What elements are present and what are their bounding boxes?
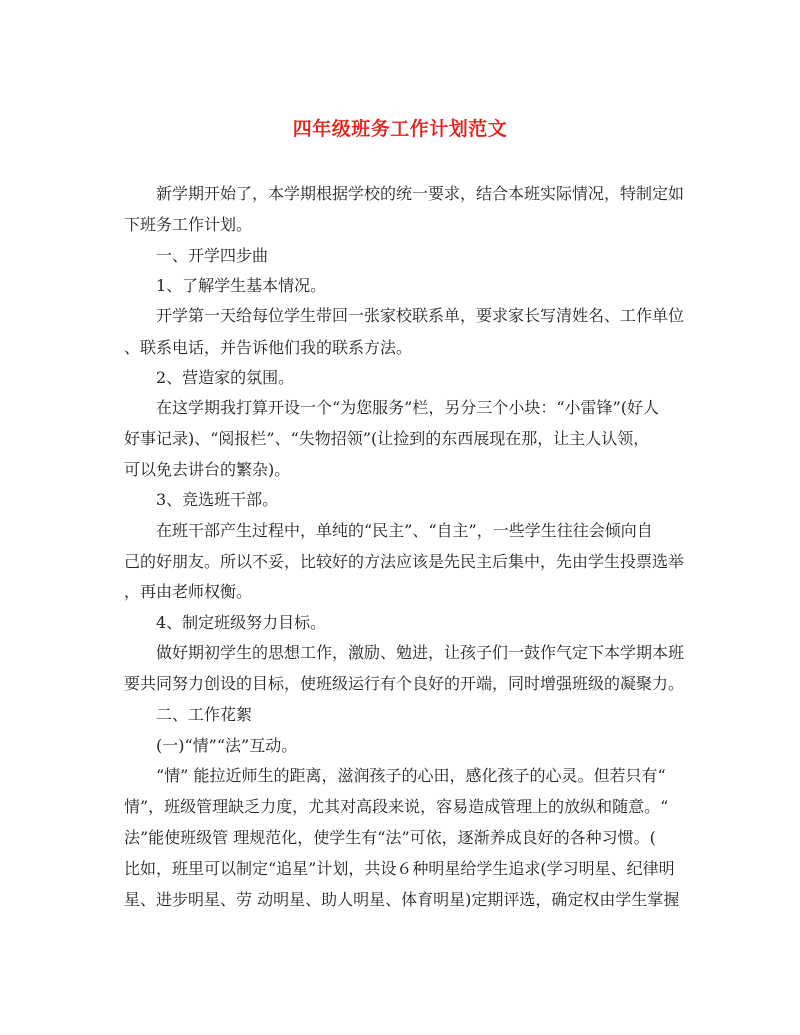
paragraph-line: 要共同努力创设的目标，使班级运行有个良好的开端，同时增强班级的凝聚力。: [124, 674, 685, 693]
paragraph-line: 星、进步明星、劳 动明星、助人明星、体育明星)定期评选，确定权由学生掌握: [124, 890, 680, 909]
paragraph-line: ，再由老师权衡。: [124, 582, 253, 601]
paragraph-line: “情” 能拉近师生的距离，滋润孩子的心田，感化孩子的心灵。但若只有“: [156, 766, 666, 785]
paragraph-line: 做好期初学生的思想工作，激励、勉进，让孩子们一鼓作气定下本学期本班: [156, 643, 685, 662]
subsection-heading: (一)“情”“法”互动。: [156, 736, 298, 755]
paragraph-line: 可以免去讲台的繁杂)。: [124, 460, 291, 479]
paragraph-line: 法”能使班级管 理规范化，使学生有“法”可依，逐渐养成良好的各种习惯。(: [124, 828, 656, 847]
document-title: 四年级班务工作计划范文: [292, 118, 508, 140]
paragraph-line: 己的好朋友。所以不妥，比较好的方法应该是先民主后集中，先由学生投票选举: [124, 552, 685, 571]
subsection-heading: 4、制定班级努力目标。: [156, 613, 327, 632]
section-heading: 二、工作花絮: [156, 705, 253, 724]
section-heading: 一、开学四步曲: [156, 246, 269, 265]
subsection-heading: 2、营造家的氛围。: [156, 368, 295, 387]
paragraph-line: 在这学期我打算开设一个“为您服务”栏，另分三个小块：“小雷锋”(好人: [156, 398, 659, 417]
paragraph-line: 下班务工作计划。: [124, 215, 253, 234]
subsection-heading: 1、了解学生基本情况。: [156, 276, 327, 295]
paragraph-line: 在班干部产生过程中，单纯的“民主”、“自主”，一些学生往往会倾向自: [156, 521, 653, 540]
subsection-heading: 3、竞选班干部。: [156, 490, 279, 509]
paragraph-line: 开学第一天给每位学生带回一张家校联系单，要求家长写清姓名、工作单位: [156, 306, 685, 325]
paragraph-line: 比如，班里可以制定“追星”计划，共设６种明星给学生追求(学习明星、纪律明: [124, 859, 675, 878]
paragraph-line: 新学期开始了，本学期根据学校的统一要求，结合本班实际情况，特制定如: [156, 184, 685, 203]
paragraph-line: 情”，班级管理缺乏力度，尤其对高段来说，容易造成管理上的放纵和随意。“: [124, 797, 669, 816]
paragraph-line: 好事记录)、“阅报栏”、“失物招领”(让捡到的东西展现在那，让主人认领，: [124, 429, 650, 448]
paragraph-line: 、联系电话，并告诉他们我的联系方法。: [124, 338, 413, 357]
